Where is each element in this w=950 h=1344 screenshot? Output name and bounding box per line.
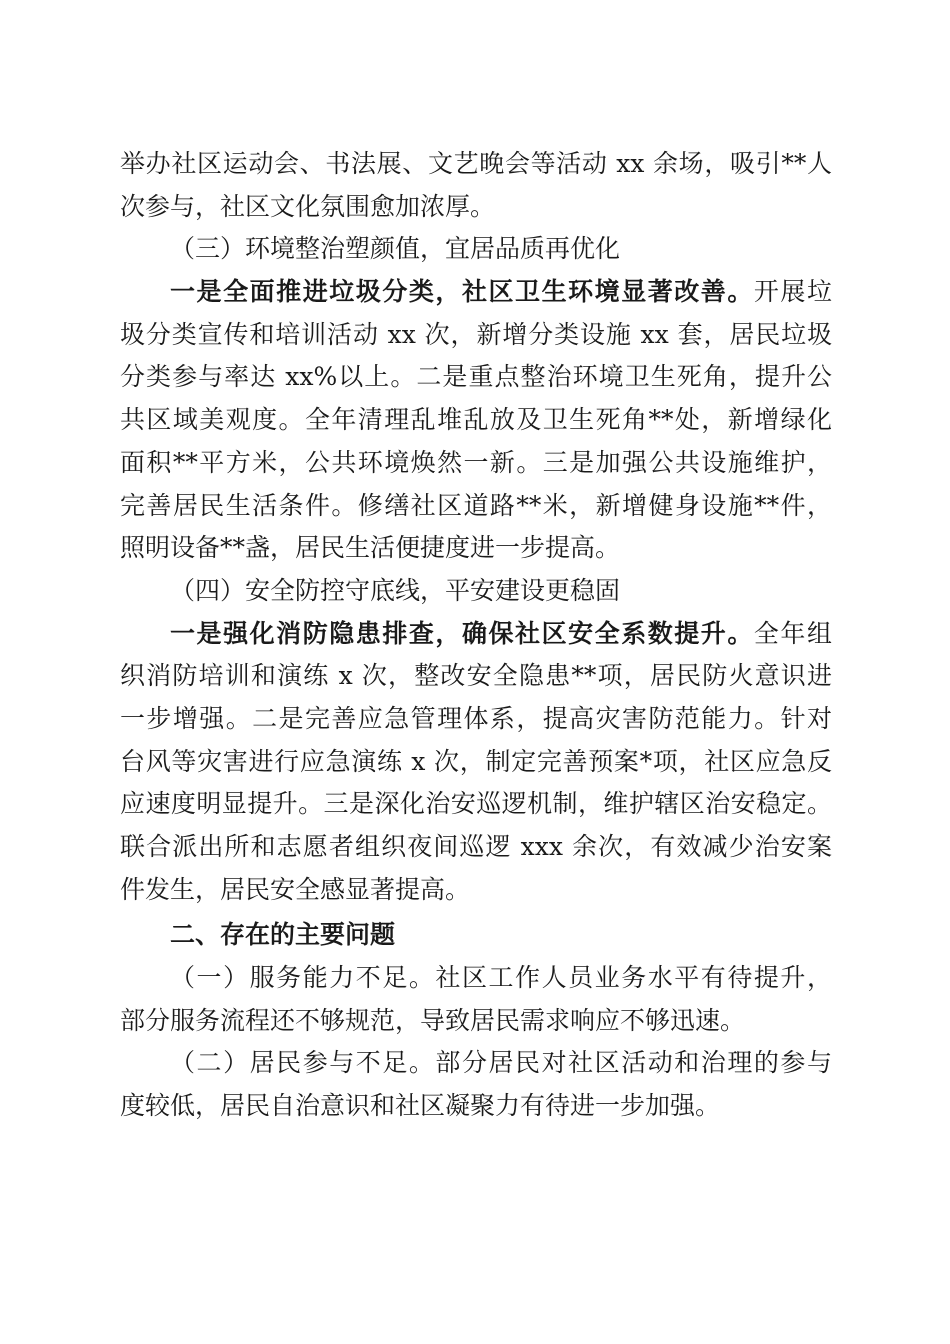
paragraph-line [120, 143, 832, 186]
paragraph-line [120, 655, 832, 698]
key-point-text: 一是强化消防隐患排查，确保社区安全系数提升。 [170, 618, 754, 648]
paragraph-line [120, 957, 832, 1000]
paragraph-line [120, 1000, 832, 1043]
paragraph-line [120, 442, 832, 485]
line-text: 照明设备**盏，居民生活便捷度进一步提高。 [120, 533, 621, 563]
document-body [120, 143, 832, 1128]
paragraph-line [120, 314, 832, 357]
line-text: 圾分类宣传和培训活动 xx 次，新增分类设施 xx 套，居民垃圾 [120, 319, 832, 349]
line-text: 面积**平方米，公共环境焕然一新。三是加强公共设施维护， [120, 447, 832, 477]
heading-text: （三）环境整治塑颜值，宜居品质再优化 [170, 234, 621, 264]
line-text: 分类参与率达 xx%以上。二是重点整治环境卫生死角，提升公 [120, 362, 832, 392]
line-text: 应速度明显提升。三是深化治安巡逻机制，维护辖区治安稳定。 [120, 789, 832, 819]
line-text: 台风等灾害进行应急演练 x 次，制定完善预案*项，社区应急反 [120, 746, 832, 776]
line-text: 件发生，居民安全感显著提高。 [120, 874, 471, 904]
paragraph-line [120, 356, 832, 399]
line-text: 联合派出所和志愿者组织夜间巡逻 xxx 余次，有效减少治安案 [120, 832, 832, 861]
line-text: 部分服务流程还不够规范，导致居民需求响应不够迅速。 [120, 1005, 746, 1035]
paragraph-line [120, 869, 832, 912]
heading-text: （四）安全防控守底线，平安建设更稳固 [170, 575, 621, 605]
line-text: 全年组 [753, 618, 832, 648]
line-text: 一步增强。二是完善应急管理体系，提高灾害防范能力。针对 [120, 703, 832, 733]
paragraph-line [120, 741, 832, 784]
paragraph-line [120, 527, 832, 570]
line-text: 织消防培训和演练 x 次，整改安全隐患**项，居民防火意识进 [120, 661, 832, 691]
paragraph-line [120, 271, 832, 314]
line-text: 部分居民对社区活动和治理的参与 [435, 1048, 832, 1078]
problem-label: （二）居民参与不足。 [170, 1048, 436, 1078]
line-text: 举办社区运动会、书法展、文艺晚会等活动 xx 余场，吸引**人 [120, 149, 832, 178]
line-text: 开展垃 [753, 277, 832, 307]
paragraph-line [120, 783, 832, 826]
paragraph-line [120, 613, 832, 656]
problem-label: （一）服务能力不足。 [170, 963, 436, 993]
key-point-text: 一是全面推进垃圾分类，社区卫生环境显著改善。 [170, 277, 754, 307]
heading-text: 二、存在的主要问题 [170, 920, 396, 950]
paragraph-line [120, 1085, 832, 1128]
line-text: 度较低，居民自治意识和社区凝聚力有待进一步加强。 [120, 1091, 721, 1121]
section-heading-4 [120, 570, 832, 613]
paragraph-line [120, 698, 832, 741]
paragraph-line [120, 1042, 832, 1085]
line-text: 社区工作人员业务水平有待提升， [435, 963, 832, 993]
line-text: 共区域美观度。全年清理乱堆乱放及卫生死角**处，新增绿化 [120, 405, 832, 435]
paragraph-line [120, 485, 832, 528]
section-heading-3 [120, 228, 832, 271]
line-text: 完善居民生活条件。修缮社区道路**米，新增健身设施**件， [120, 490, 832, 520]
paragraph-line [120, 826, 832, 869]
chapter-heading [120, 914, 832, 957]
line-text: 次参与，社区文化氛围愈加浓厚。 [120, 191, 496, 221]
paragraph-line [120, 186, 832, 229]
paragraph-line [120, 399, 832, 442]
